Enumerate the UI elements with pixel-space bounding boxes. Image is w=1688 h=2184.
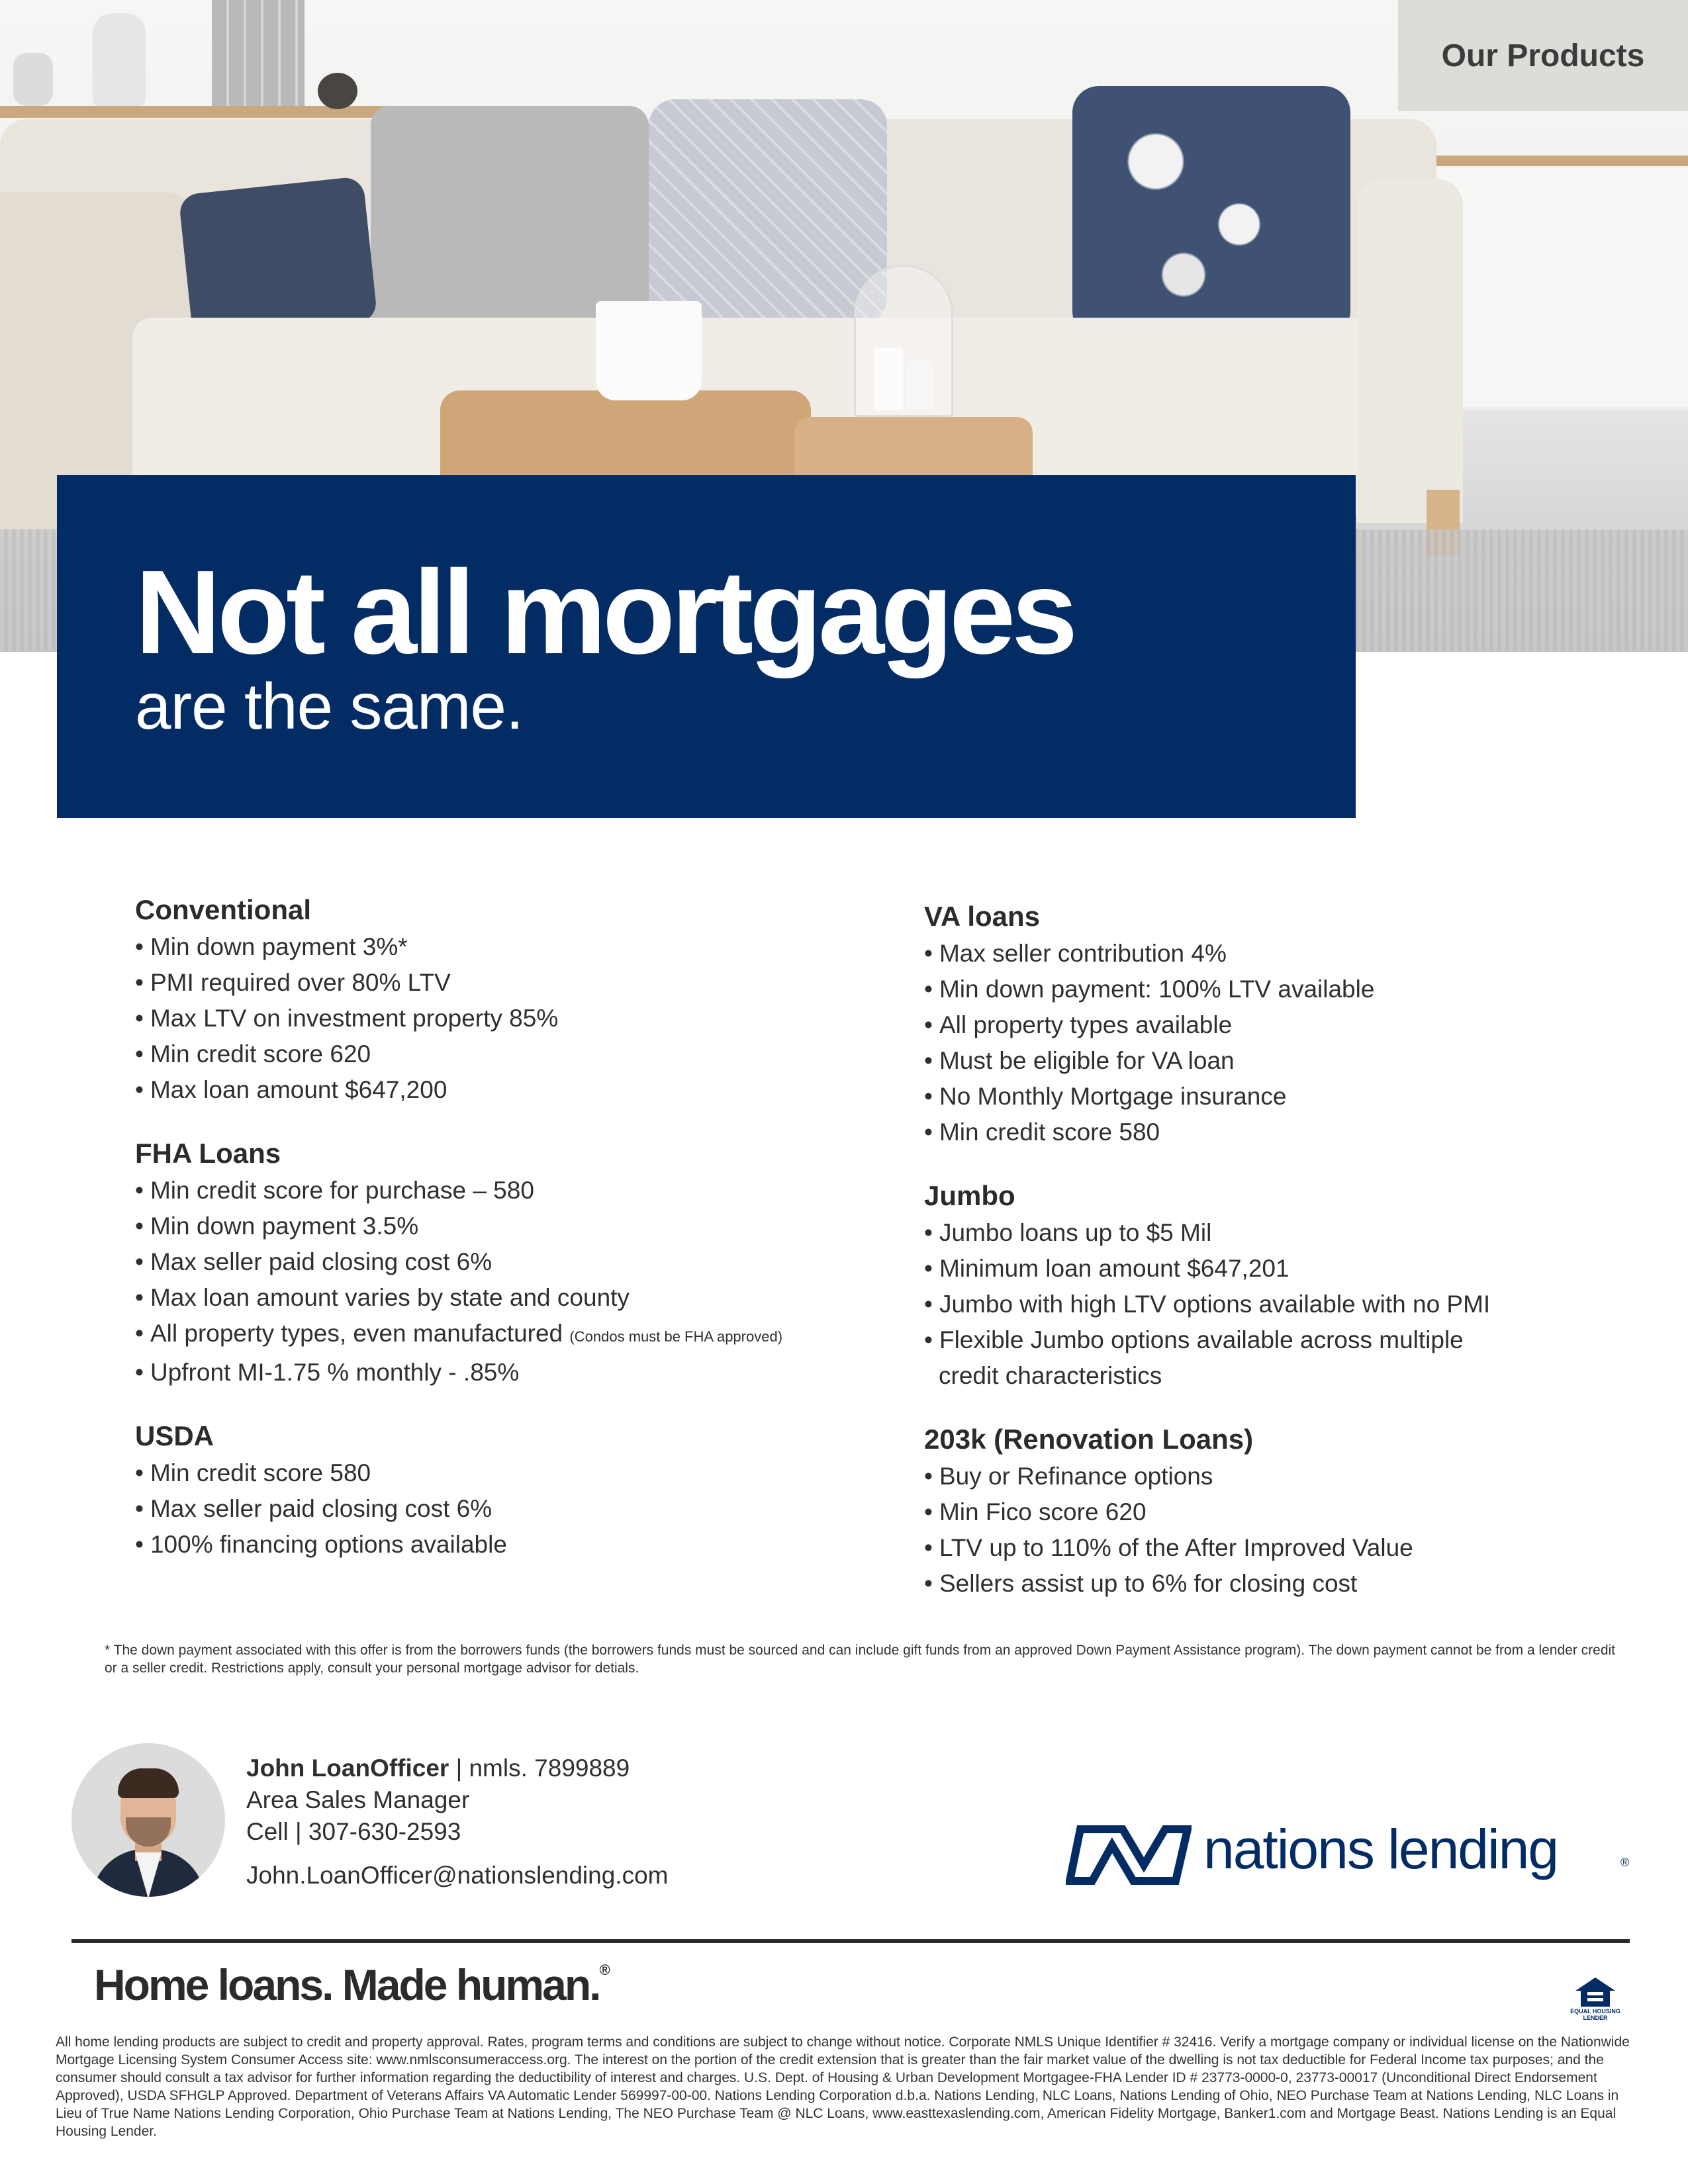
- list-item: • Max LTV on investment property 85%: [135, 1005, 559, 1032]
- nations-lending-logo-icon: [1066, 1824, 1192, 1886]
- list-item: • Must be eligible for VA loan: [924, 1047, 1235, 1074]
- books: [212, 0, 305, 106]
- list-item: • Min down payment 3.5%: [135, 1212, 419, 1240]
- list-item: • Jumbo with high LTV options available with no PMI: [924, 1291, 1491, 1318]
- list-item: • Upfront MI-1.75 % monthly - .85%: [135, 1359, 520, 1386]
- contact-cell: Cell | 307-630-2593: [246, 1818, 461, 1845]
- sofa-arm-right: [1357, 179, 1463, 523]
- product-title: Conventional: [135, 894, 312, 925]
- contact-block: [246, 1752, 1041, 1891]
- product-title: FHA Loans: [135, 1138, 281, 1169]
- plant-pot: [596, 301, 702, 400]
- list-item: • Min credit score 580: [135, 1459, 371, 1486]
- product-title: 203k (Renovation Loans): [924, 1424, 1254, 1455]
- navy-pillow: [178, 176, 377, 340]
- legal-disclaimer: All home lending products are subject to credit and property approval. Rates, program terms and conditions are subject to change without notice. Corporate NMLS Unique Identifier # 32416. Verify a mortgage company or individual license on the Nationwide Mortgage Licensing System Consumer Access site: www.nmlsconsumeraccess.org. The interest on the portion of the credit extension that is greater than the fair market value of the dwelling is not tax deductible for Federal Income tax purposes; and the consumer should consult a tax advisor for further information regarding the deductibility of interest and charges. U.S. Dept. of Housing & Urban Development Mortgagee-FHA Lender ID # 23773-0000-0, 23773-00017 (Unconditional Direct Endorsement Approved), USDA SFHGLP Approved. Department of Veterans Affairs VA Automatic Lender 569997-00-00. Nations Lending Corporation d.b.a. Nations Lending, NLC Loans, Nations Lending of Ohio, NEO Purchase Team at Nations Lending, NLC Loans in Lieu of True Name Nations Lending Corporation, Ohio Purchase Team at Nations Lending, The NEO Purchase Team @ NLC Loans, www.easttexaslending.com, American Fidelity Mortgage, Banker1.com and Mortgage Beast. Nations Lending is an Equal Housing Lender.: [56, 2034, 1630, 2139]
- list-item: • 100% financing options available: [135, 1531, 507, 1558]
- contact-name: John LoanOfficer: [246, 1754, 449, 1782]
- logo-wordmark: nations lending: [1203, 1818, 1558, 1880]
- ehl-text: EQUAL HOUSING LENDER: [1570, 2008, 1620, 2021]
- loan-officer-avatar: [71, 1743, 225, 1897]
- list-item: • Min Fico score 620: [924, 1498, 1147, 1525]
- list-item: • LTV up to 110% of the After Improved Value: [924, 1534, 1413, 1561]
- products-left-column: [135, 891, 863, 1589]
- condo-note: (Condos must be FHA approved): [569, 1328, 783, 1345]
- list-item: • Max loan amount varies by state and county: [135, 1284, 630, 1311]
- list-item: • All property types available: [924, 1011, 1233, 1038]
- headline-subtitle: are the same.: [135, 670, 524, 743]
- striped-pillow: [649, 99, 887, 324]
- list-item: • Max seller paid closing cost 6%: [135, 1248, 492, 1275]
- knit-pillow: [1072, 86, 1350, 338]
- down-payment-footnote: * The down payment associated with this offer is from the borrowers funds (the borrowers funds must be sourced and can include gift funds from an approved Down Payment Assistance program). The down payment cannot be from a lender credit or a seller credit. Restrictions apply, consult your personal mortgage advisor for detials.: [105, 1643, 1616, 1676]
- list-item: • Min credit score for purchase – 580: [135, 1177, 534, 1204]
- brand-tagline: [94, 1960, 610, 2009]
- list-item: • Jumbo loans up to $5 Mil: [924, 1219, 1212, 1246]
- product-renovation: [924, 1420, 1652, 1602]
- contact-name-line: [246, 1752, 1041, 1784]
- decor-ball: [318, 73, 357, 109]
- list-item: • No Monthly Mortgage insurance: [924, 1083, 1287, 1110]
- list-item: • All property types, even manufactured (Condos must be FHA approved): [135, 1320, 783, 1347]
- headline-panel: [57, 475, 1356, 818]
- list-item: • Min down payment 3%*: [135, 933, 408, 960]
- product-title: Jumbo: [924, 1180, 1015, 1211]
- divider: [71, 1939, 1630, 1943]
- logo-registered-mark: ®: [1620, 1856, 1630, 1869]
- house-icon: [1574, 1976, 1617, 2008]
- products-right-column: [924, 897, 1652, 1628]
- section-tag: [1398, 0, 1688, 111]
- contact-title: Area Sales Manager: [246, 1786, 470, 1813]
- product-title: VA loans: [924, 901, 1041, 932]
- tagline-registered-mark: ®: [599, 1962, 610, 1978]
- vase: [13, 53, 53, 106]
- list-item: • Flexible Jumbo options available across multiple: [924, 1326, 1464, 1353]
- list-item: • Min credit score 580: [924, 1118, 1160, 1146]
- wall-shelf: [0, 106, 424, 118]
- product-jumbo: [924, 1177, 1652, 1394]
- list-item: • Max loan amount $647,200: [135, 1076, 447, 1103]
- list-item: • Buy or Refinance options: [924, 1463, 1213, 1490]
- glass-dome: [854, 265, 953, 417]
- contact-email-link[interactable]: John.LoanOfficer@nationslending.com: [246, 1862, 669, 1889]
- list-item-continuation: credit characteristics: [939, 1362, 1162, 1389]
- section-tag-label: Our Products: [1441, 38, 1645, 73]
- product-va: [924, 897, 1652, 1150]
- headline-title: Not all mortgages: [135, 546, 1074, 679]
- list-item: • Min credit score 620: [135, 1040, 371, 1068]
- list-item: • Minimum loan amount $647,201: [924, 1255, 1289, 1282]
- list-item: • PMI required over 80% LTV: [135, 969, 451, 996]
- product-conventional: [135, 891, 863, 1108]
- nations-lending-logo: [1066, 1820, 1635, 1893]
- product-fha: [135, 1134, 863, 1390]
- product-title: USDA: [135, 1420, 214, 1451]
- equal-housing-lender-icon: [1570, 1976, 1620, 2028]
- contact-nmls: | nmls. 7899889: [449, 1754, 630, 1782]
- list-item: • Sellers assist up to 6% for closing cost: [924, 1570, 1358, 1597]
- list-item: • Max seller contribution 4%: [924, 940, 1227, 967]
- product-usda: [135, 1417, 863, 1563]
- tagline-text: Home loans. Made human.: [94, 1960, 600, 2009]
- vase: [93, 13, 146, 106]
- list-item: • Min down payment: 100% LTV available: [924, 976, 1375, 1003]
- list-item: • Max seller paid closing cost 6%: [135, 1495, 492, 1522]
